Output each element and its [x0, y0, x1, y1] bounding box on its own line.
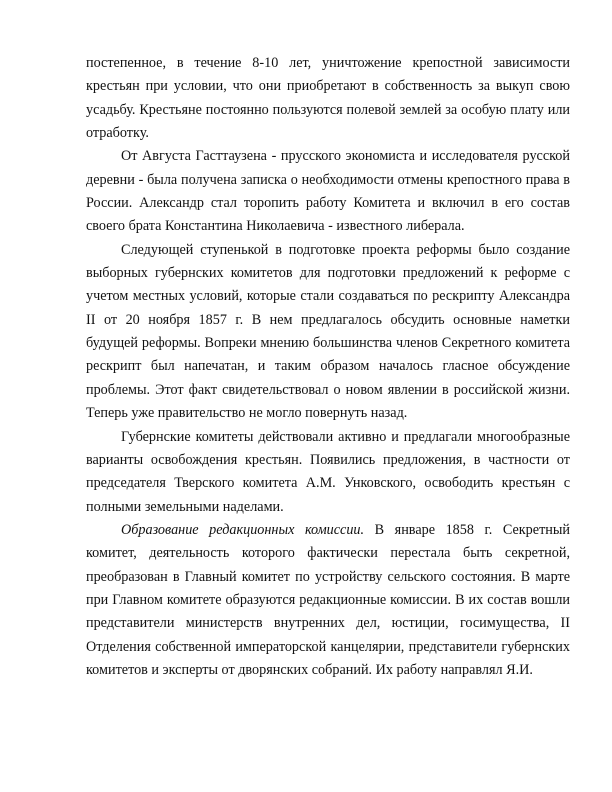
paragraph-2 [86, 145, 570, 238]
paragraph-5 [86, 519, 570, 682]
paragraph-1-text: постепенное, в течение 8-10 лет, уничтожение крепостной зависимости крестьян при условии, что они приобретают в собственность за выкуп свою усадьбу. Крестьяне постоянно пользуются полевой землей за особую плату или отработку. [86, 55, 570, 142]
paragraph-4-text: Губернские комитеты действовали активно и предлагали многообразные варианты освобождения крестьян. Появились предложения, в частности от председателя Тверского комитета А.М. Унковского, освободить крестьян с полными земельными наделами. [86, 428, 570, 515]
section-heading-inline: Образование редакционных комиссии. [121, 521, 365, 538]
paragraph-3-text: Следующей ступенькой в подготовке проекта реформы было создание выборных губернских комитетов для подготовки предложений к реформе с учетом местных условий, которые стали создаваться по рескрипту Александра II от 20 ноября 1857 г. В нем предлагалось обсудить основные наметки будущей реформы. Вопреки мнению большинства членов Секретного комитета рескрипт был напечатан, и таким образом началось гласное обсуждение проблемы. Этот факт свидетельствовал о новом явлении в российской жизни. Теперь уже правительство не могло повернуть назад. [86, 241, 570, 422]
paragraph-1 [86, 52, 570, 145]
document-page [86, 52, 570, 682]
paragraph-2-text: От Августа Гасттаузена - прусского экономиста и исследователя русской деревни - была получена записка о необходимости отмены крепостного права в России. Александр стал торопить работу Комитета и включил в его состав своего брата Константина Николаевича - известного либерала. [86, 148, 570, 235]
paragraph-3 [86, 239, 570, 426]
paragraph-5-text: В январе 1858 г. Секретный комитет, деятельность которого фактически перестала быть секретной, преобразован в Главный комитет по устройству сельского состояния. В марте при Главном комитете образуются редакционные комиссии. В их состав вошли представители министерств внутренних дел, юстиции, госимущества, II Отделения собственной императорской канцелярии, представители губернских комитетов и эксперты от дворянских собраний. Их работу направлял Я.И. [86, 521, 570, 678]
paragraph-4 [86, 426, 570, 519]
